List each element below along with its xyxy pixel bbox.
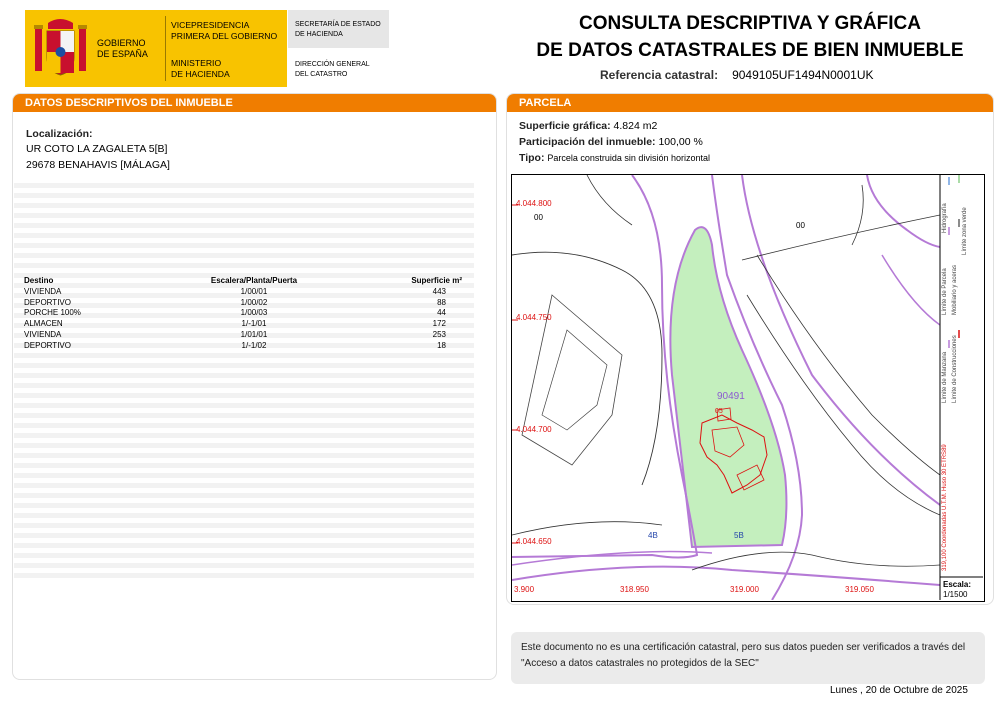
map-drawing xyxy=(512,175,983,600)
document-date: Lunes , 20 de Octubre de 2025 xyxy=(830,685,968,696)
superficie-cell: 44 xyxy=(437,308,446,318)
legend-limite-parcela: Límite de Parcela xyxy=(942,268,948,315)
map-label: 00 xyxy=(534,213,543,222)
planta-cell: 1/00/01 xyxy=(240,286,268,296)
destino-cell: VIVIENDA xyxy=(24,286,62,296)
address-line-1: UR COTO LA ZAGALETA 5[B] xyxy=(26,143,168,155)
ref-value: 9049105UF1494N0001UK xyxy=(732,68,874,82)
direccion-general-text: DIRECCIÓN GENERAL DEL CATASTRO xyxy=(295,61,370,78)
x-label: 318.950 xyxy=(620,585,649,594)
planta-cell: 1/-1/02 xyxy=(241,340,267,350)
y-label: 4.044.700 xyxy=(516,425,552,434)
planta-cell: 1/01/01 xyxy=(240,330,268,340)
coat-of-arms-icon xyxy=(33,17,88,80)
table-background xyxy=(14,178,474,582)
superficie-cell: 253 xyxy=(432,330,446,340)
participacion-row: Participación del inmueble: 100,00 % xyxy=(519,136,703,148)
superficie-cell: 172 xyxy=(432,319,446,329)
localizacion-label: Localización: xyxy=(26,128,93,140)
secretaria-block: SECRETARÍA DE ESTADO DE HACIENDA xyxy=(288,10,389,48)
parcel-number: 90491 xyxy=(717,391,745,402)
x-label: 3.900 xyxy=(514,585,535,594)
y-label: 4.044.750 xyxy=(516,313,552,322)
destino-cell: ALMACEN xyxy=(24,319,63,329)
x-label: 319.000 xyxy=(730,585,759,594)
legend-hidrografia: Hidrografía xyxy=(942,203,948,233)
page-title: CONSULTA DESCRIPTIVA Y GRÁFICA DE DATOS CATASTRALES DE BIEN INMUEBLE xyxy=(536,13,964,61)
map-label: 4B xyxy=(648,531,658,540)
planta-cell: 1/00/02 xyxy=(240,297,268,307)
tipo-row: Tipo: Parcela construida sin división horizontal xyxy=(519,152,710,164)
table-row xyxy=(24,286,474,297)
planta-cell: 1/-1/01 xyxy=(241,319,267,329)
planta-cell: 1/00/03 xyxy=(240,308,268,318)
table-header: Destino Escalera/Planta/Puerta Superficie m² xyxy=(24,276,462,285)
legend-mobiliario: Mobiliario y aceras xyxy=(952,264,958,315)
cadastral-map[interactable] xyxy=(511,174,985,602)
legend-limite-manzana: Límite de Manzana xyxy=(942,351,948,403)
vicepresidencia-text: VICEPRESIDENCIA PRIMERA DEL GOBIERNO xyxy=(171,20,278,41)
coordinates-note: 319,100 Coordenadas U.T.M. Huso 30 ETRS89 xyxy=(942,444,948,571)
superficie-grafica-row: Superficie gráfica: 4.824 m2 xyxy=(519,120,658,132)
legend-limite-construcciones: Límite de Construcciones xyxy=(952,335,958,403)
table-row xyxy=(24,329,474,340)
disclaimer-notice: Este documento no es una certificación catastral, pero sus datos pueden ser verificados a través del "Acceso a datos catastrales no protegidos de la SEC" xyxy=(511,632,985,684)
panel-title: DATOS DESCRIPTIVOS DEL INMUEBLE xyxy=(13,94,496,112)
destino-cell: PORCHE 100% xyxy=(24,308,81,318)
referencia-catastral: Referencia catastral: 9049105UF1494N0001UK xyxy=(600,68,874,82)
legend-zona-verde: Límite zona verde xyxy=(962,207,968,255)
gobierno-text: GOBIERNO DE ESPAÑA xyxy=(97,38,148,59)
destino-cell: DEPORTIVO xyxy=(24,340,71,350)
panel-title: PARCELA xyxy=(507,94,993,112)
scale-label: Escala: xyxy=(943,580,972,589)
table-row xyxy=(24,297,474,308)
map-label: 5B xyxy=(734,531,744,540)
divider xyxy=(165,16,166,81)
superficie-cell: 443 xyxy=(432,286,446,296)
x-label: 319.050 xyxy=(845,585,874,594)
ministerio-text: MINISTERIO DE HACIENDA xyxy=(171,58,230,79)
y-label: 4.044.650 xyxy=(516,537,552,546)
address-line-2: 29678 BENAHAVIS [MÁLAGA] xyxy=(26,159,170,171)
superficie-cell: 18 xyxy=(437,340,446,350)
table-row xyxy=(24,308,474,319)
destino-cell: VIVIENDA xyxy=(24,330,62,340)
government-logo-block xyxy=(25,10,287,87)
superficie-cell: 88 xyxy=(437,297,446,307)
table-row xyxy=(24,318,474,329)
y-label: 4.044.800 xyxy=(516,199,552,208)
scale-value: 1/1500 xyxy=(943,590,968,599)
map-label: 05 xyxy=(715,408,723,415)
table-row xyxy=(24,340,474,351)
map-label: 00 xyxy=(796,221,805,230)
construccion-table xyxy=(24,275,474,351)
destino-cell: DEPORTIVO xyxy=(24,297,71,307)
